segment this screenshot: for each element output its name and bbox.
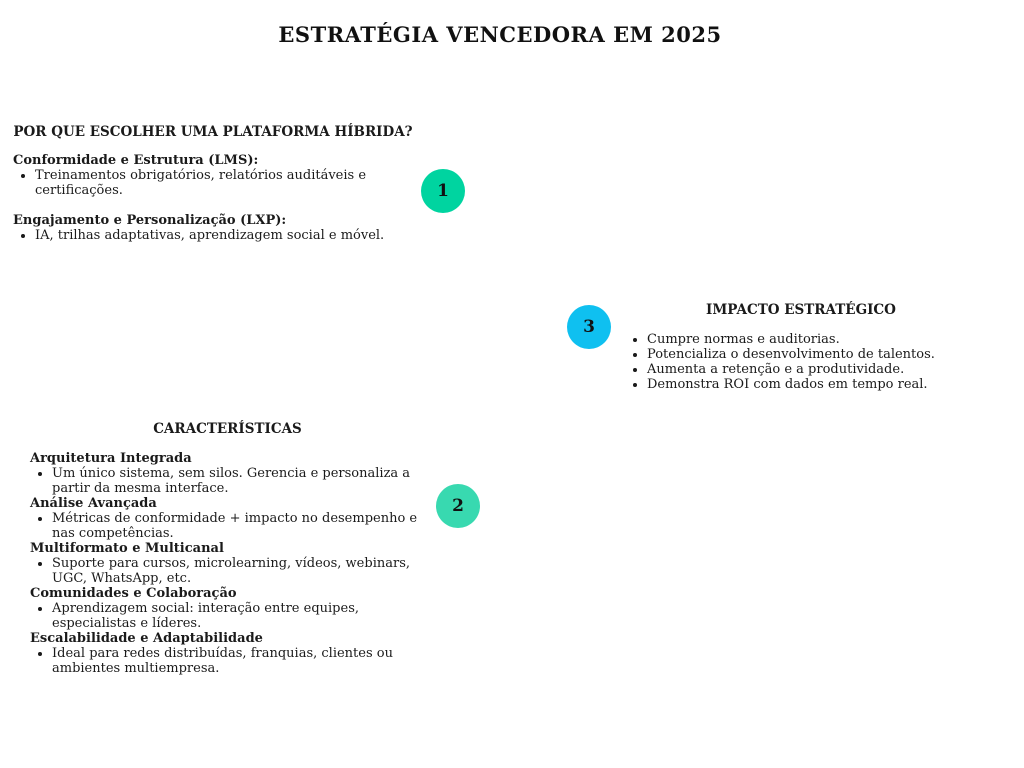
bullet-list: [13, 228, 413, 243]
group-title: Escalabilidade e Adaptabilidade: [30, 631, 263, 646]
list-item: • Treinamentos obrigatórios, relatórios auditáveis e certificações.: [35, 168, 413, 198]
list-item: • Métricas de conformidade + impacto no desempenho e nas competências.: [52, 511, 430, 541]
group-title: Conformidade e Estrutura (LMS):: [13, 153, 259, 168]
page-title: ESTRATÉGIA VENCEDORA EM 2025: [278, 22, 722, 47]
list-item: • Aprendizagem social: interação entre equipes, especialistas e líderes.: [52, 601, 430, 631]
section-heading: POR QUE ESCOLHER UMA PLATAFORMA HÍBRIDA?: [13, 124, 413, 140]
bullet-list: [30, 466, 430, 496]
section-features: [30, 422, 430, 676]
group-title: Arquitetura Integrada: [30, 451, 192, 466]
section-heading: IMPACTO ESTRATÉGICO: [706, 302, 896, 318]
list-item: • Potencializa o desenvolvimento de talentos.: [647, 347, 976, 362]
bullet-list: [30, 556, 430, 586]
list-item: • Demonstra ROI com dados em tempo real.: [647, 377, 976, 392]
group-title: Análise Avançada: [30, 496, 157, 511]
list-item: • Um único sistema, sem silos. Gerencia e personaliza a partir da mesma interface.: [52, 466, 430, 496]
section-heading: CARACTERÍSTICAS: [153, 421, 302, 437]
list-item: • Suporte para cursos, microlearning, vídeos, webinars, UGC, WhatsApp, etc.: [52, 556, 430, 586]
section-hybrid-platform: [13, 125, 413, 243]
bullet-list: [30, 601, 430, 631]
bullet-list: [626, 332, 976, 392]
step-badge-2: 2: [436, 484, 480, 528]
list-item: • IA, trilhas adaptativas, aprendizagem social e móvel.: [35, 228, 413, 243]
bullet-list: [13, 168, 413, 198]
section-strategic-impact: [626, 303, 976, 392]
list-item: • Ideal para redes distribuídas, franquias, clientes ou ambientes multiempresa.: [52, 646, 430, 676]
bullet-list: [30, 511, 430, 541]
group-title: Multiformato e Multicanal: [30, 541, 224, 556]
step-badge-1: 1: [421, 169, 465, 213]
list-item: • Cumpre normas e auditorias.: [647, 332, 976, 347]
group-title: Engajamento e Personalização (LXP):: [13, 213, 287, 228]
bullet-list: [30, 646, 430, 676]
group-title: Comunidades e Colaboração: [30, 586, 237, 601]
list-item: • Aumenta a retenção e a produtividade.: [647, 362, 976, 377]
step-badge-3: 3: [567, 305, 611, 349]
